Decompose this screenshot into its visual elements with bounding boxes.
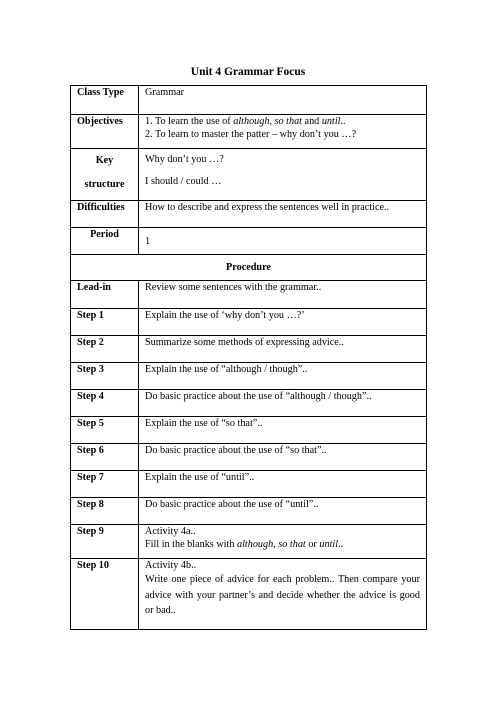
objective-1-mid: and (302, 116, 322, 127)
row-step-4 (71, 390, 427, 417)
key-structure-label-1: Key (95, 155, 114, 166)
step-9-line-2-post: .. (338, 539, 344, 550)
step-10-label: Step 10 (71, 559, 139, 630)
row-step-7 (71, 471, 427, 498)
step-5-value: Explain the use of “so that”.. (139, 417, 427, 444)
step-5-label: Step 5 (71, 417, 139, 444)
row-step-10 (71, 559, 427, 630)
key-structure-line-1: Why don’t you …? (145, 154, 224, 165)
row-step-9 (71, 525, 427, 559)
key-structure-line-2: I should / could … (145, 176, 222, 187)
step-4-value: Do basic practice about the use of “although / though”.. (139, 390, 427, 417)
row-class-type (71, 86, 427, 115)
key-structure-label-2: structure (84, 179, 125, 190)
row-procedure (71, 255, 427, 281)
row-step-2 (71, 336, 427, 363)
period-value: 1 (139, 228, 427, 255)
step-9-value (139, 525, 427, 559)
period-label: Period (71, 228, 139, 255)
row-step-3 (71, 363, 427, 390)
lesson-plan-table (70, 85, 427, 630)
step-4-label: Step 4 (71, 390, 139, 417)
step-10-line-1: Activity 4b.. (145, 560, 197, 571)
objective-1-post: .. (340, 116, 346, 127)
step-9-line-2-text: Fill in the blanks with (145, 539, 237, 550)
step-10-value (139, 559, 427, 630)
row-step-1 (71, 309, 427, 336)
difficulties-label: Difficulties (71, 201, 139, 228)
step-9-em-3: until (319, 539, 339, 550)
objective-1-em: although, so that (233, 116, 302, 127)
key-structure-label (71, 149, 139, 201)
class-type-label: Class Type (71, 86, 139, 115)
step-9-sep-2: or (305, 539, 320, 550)
row-difficulties (71, 201, 427, 228)
step-9-em-2: so that (278, 539, 306, 550)
step-10-line-2: Write one piece of advice for each problem.. Then compare your advice with your partner’s and decide whether the advice is good or bad.. (145, 574, 420, 616)
step-9-line-2 (145, 538, 420, 551)
row-lead-in (71, 281, 427, 309)
step-8-label: Step 8 (71, 498, 139, 525)
step-9-sep-1: , (273, 539, 279, 550)
objective-2: 2. To learn to master the patter – why don’t you …? (145, 129, 357, 140)
row-step-5 (71, 417, 427, 444)
objectives-label: Objectives (71, 115, 139, 149)
step-7-value: Explain the use of “until”.. (139, 471, 427, 498)
row-period (71, 228, 427, 255)
objective-1-em2: until (321, 116, 341, 127)
objective-1 (145, 115, 420, 128)
procedure-heading: Procedure (71, 255, 427, 281)
row-step-8 (71, 498, 427, 525)
step-3-value: Explain the use of “although / though”.. (139, 363, 427, 390)
step-2-value: Summarize some methods of expressing advice.. (139, 336, 427, 363)
document-title: Unit 4 Grammar Focus (190, 66, 306, 78)
row-key-structure (71, 149, 427, 201)
key-structure-value (139, 149, 427, 201)
step-8-value: Do basic practice about the use of “until”.. (139, 498, 427, 525)
step-9-label: Step 9 (71, 525, 139, 559)
lead-in-label: Lead-in (71, 281, 139, 309)
step-6-label: Step 6 (71, 444, 139, 471)
class-type-value: Grammar (139, 86, 427, 115)
step-1-label: Step 1 (71, 309, 139, 336)
objective-1-text: 1. To learn the use of (145, 116, 234, 127)
lead-in-value: Review some sentences with the grammar.. (139, 281, 427, 309)
row-objectives (71, 115, 427, 149)
step-3-label: Step 3 (71, 363, 139, 390)
step-2-label: Step 2 (71, 336, 139, 363)
step-1-value: Explain the use of ‘why don’t you …?’ (139, 309, 427, 336)
step-9-em-1: although (236, 539, 274, 550)
step-6-value: Do basic practice about the use of “so that”.. (139, 444, 427, 471)
objectives-value (139, 115, 427, 149)
step-9-line-1: Activity 4a.. (145, 526, 196, 537)
difficulties-value: How to describe and express the sentences well in practice.. (139, 201, 427, 228)
row-step-6 (71, 444, 427, 471)
step-7-label: Step 7 (71, 471, 139, 498)
